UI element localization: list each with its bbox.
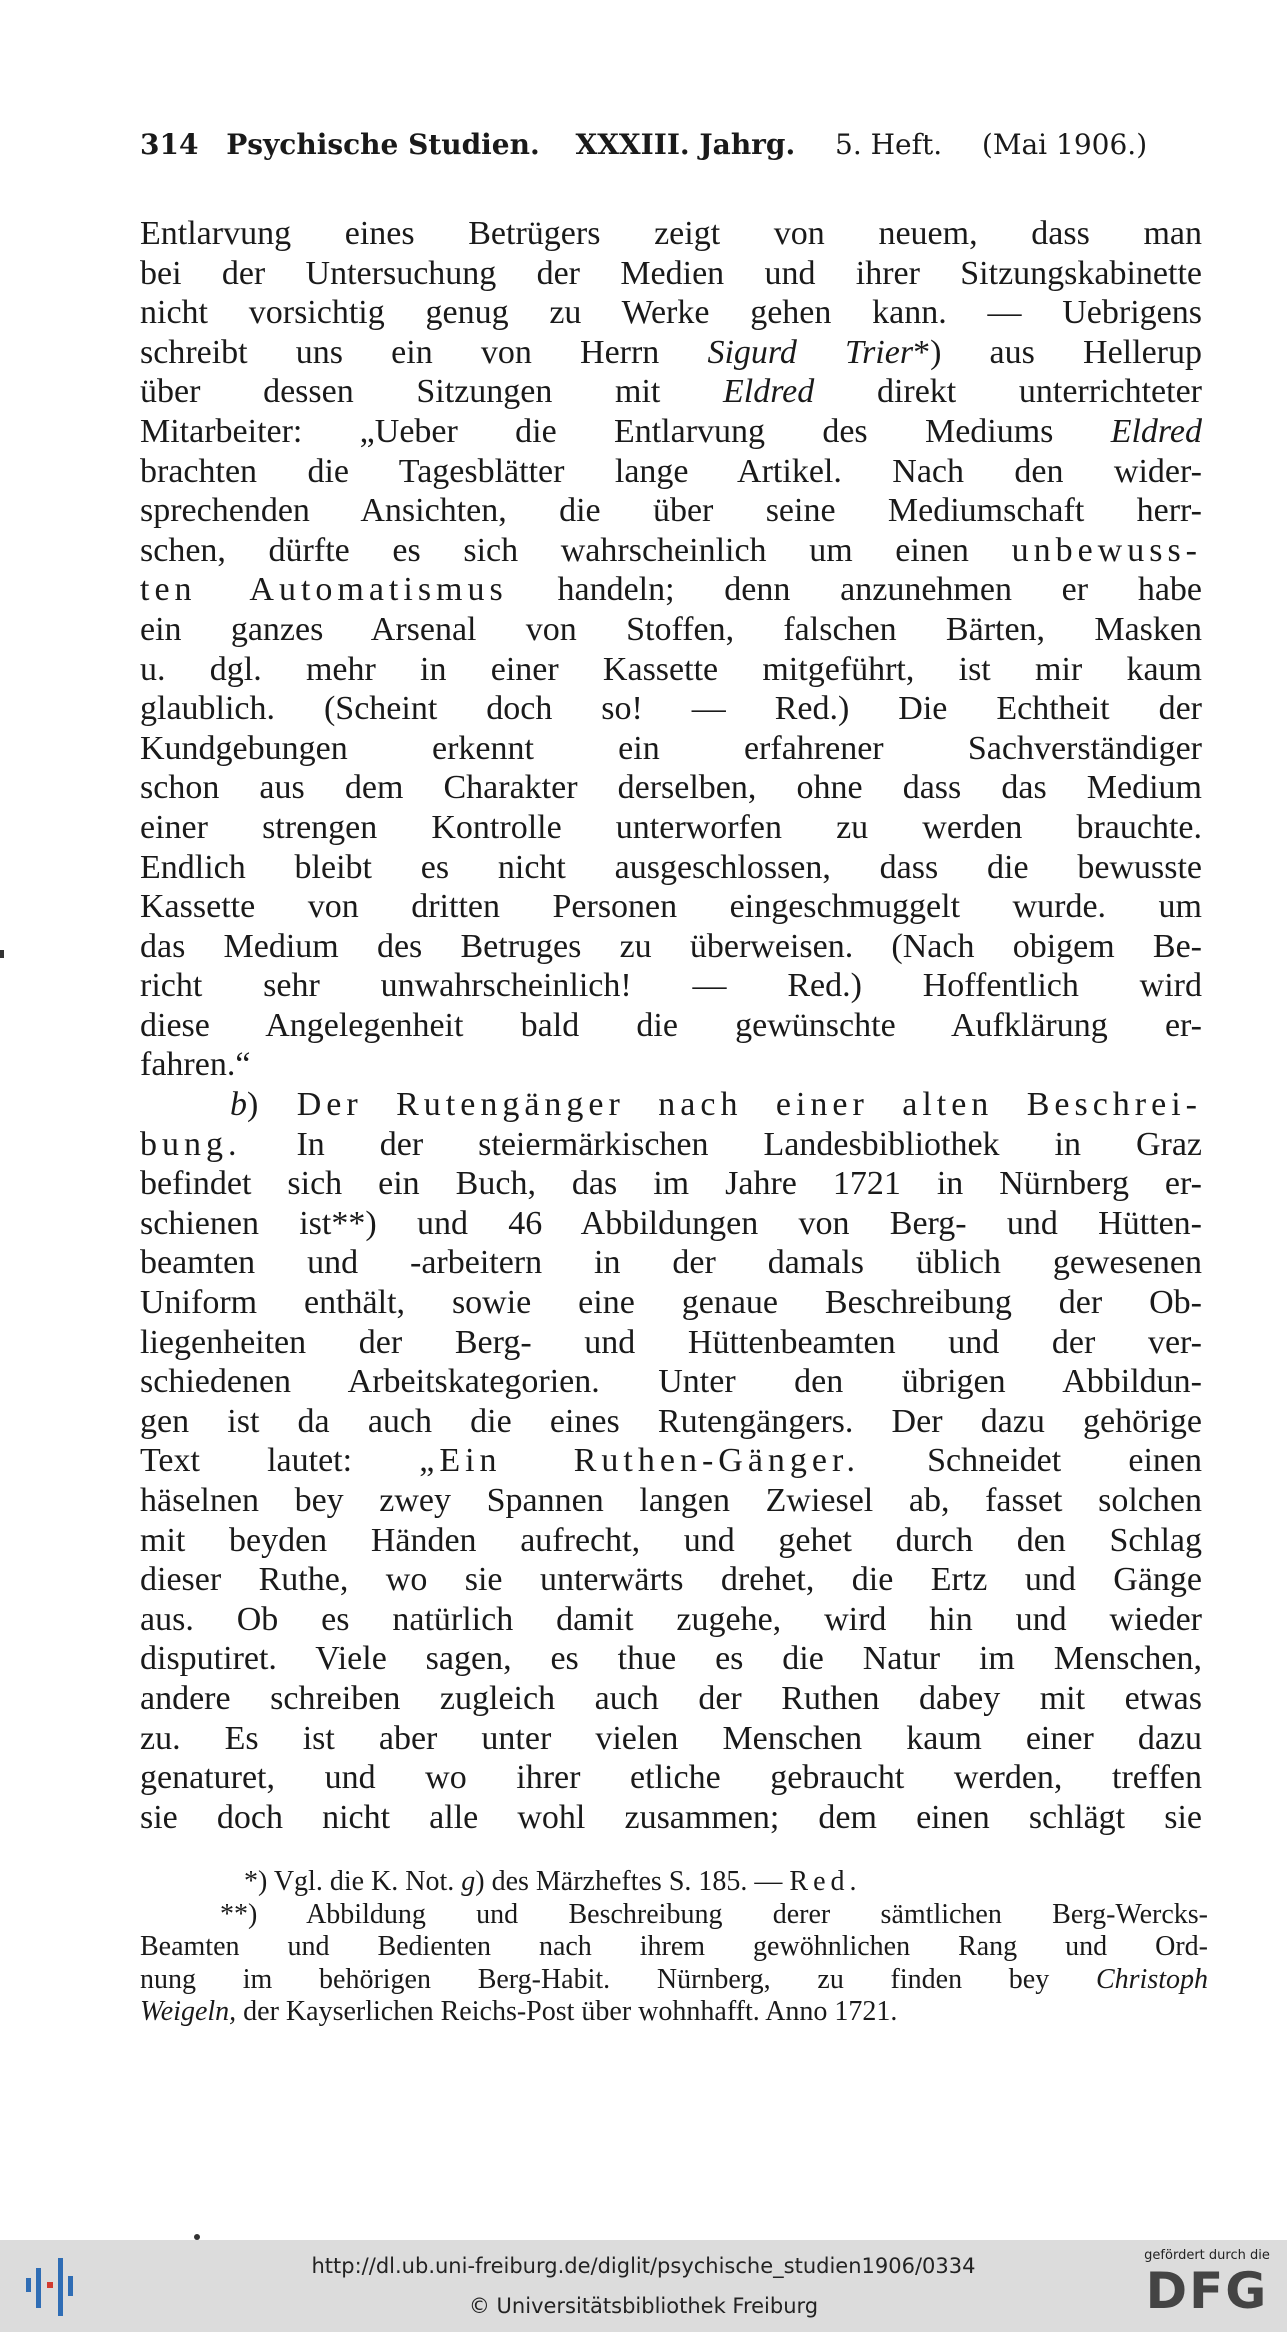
copyright-text: © Universitätsbibliothek Freiburg [468,2294,819,2318]
text-line: einer strengen Kontrolle unterworfen zu werden brauchte. [140,808,1202,846]
text-line: nicht vorsichtig genug zu Werke gehen kann. — Uebrigens [140,294,1202,332]
page-number: 314 [140,128,199,161]
text-line: diese Angelegenheit bald die gewünschte Aufklärung er- [140,1006,1202,1044]
running-header [140,128,1180,161]
text-line: richt sehr unwahrscheinlich! — Red.) Hoffentlich wird [140,967,1202,1005]
text-line: brachten die Tagesblätter lange Artikel. Nach den wider- [140,452,1202,490]
dfg-logo[interactable] [1137,2248,1277,2326]
text-line: befindet sich ein Buch, das im Jahre 1721 in Nürnberg er- [140,1165,1202,1203]
text-line: bung. In der steiermärkischen Landesbibliothek in Graz [140,1125,1202,1163]
name-weigeln: Weigeln, [140,1996,237,2027]
journal-title: Psychische Studien. [226,128,540,161]
name-eldred: Eldred [723,373,815,411]
issue-label: 5. Heft. [835,128,943,161]
name-christoph: Christoph [1095,1963,1208,1995]
footnotes [140,1866,1208,2029]
section-title: ) Der Rutengänger nach einer alten Beschrei- [247,1086,1202,1124]
text-line: Kassette von dritten Personen eingeschmuggelt wurde. um [140,888,1202,926]
main-text [140,214,1202,1837]
text-line: schreibt uns ein von Herrn Sigurd Trier*) aus Hellerup [140,333,1202,371]
text-line: dieser Ruthe, wo sie unterwärts drehet, die Ertz und Gänge [140,1561,1202,1599]
name-sigurd-trier: Sigurd Trier [707,333,914,371]
text-line: beamten und -arbeitern in der damals üblich gewesenen [140,1244,1202,1282]
quoted-title: „Ein Ruthen-Gänger. [419,1442,860,1480]
viewer-footer [0,2240,1287,2332]
text-line: ein ganzes Arsenal von Stoffen, falschen Bärten, Masken [140,610,1202,648]
text-line: schienen ist**) und 46 Abbildungen von Berg- und Hütten- [140,1204,1202,1242]
text-line: gen ist da auch die eines Rutengängers. Der dazu gehörige [140,1402,1202,1440]
text-line: Mitarbeiter: „Ueber die Entlarvung des Mediums Eldred [140,412,1202,450]
text-line: aus. Ob es natürlich damit zugehe, wird hin und wieder [140,1600,1202,1638]
text-line: Kundgebungen erkennt ein erfahrener Sachverständiger [140,729,1202,767]
page-url-link[interactable]: http://dl.ub.uni-freiburg.de/diglit/psychische_studien1906/0334 [311,2254,976,2278]
text-line: über dessen Sitzungen mit Eldred direkt unterrichteter [140,373,1202,411]
text-line: fahren.“ [140,1046,251,1084]
text-line: u. dgl. mehr in einer Kassette mitgeführt, ist mir kaum [140,650,1202,688]
footnote-2: **) Abbildung und Beschreibung derer sämtlichen Berg-Wercks- [220,1898,1208,1930]
text-line: disputiret. Viele sagen, es thue es die Natur im Menschen, [140,1640,1202,1678]
text-line: Entlarvung eines Betrügers zeigt von neuem, dass man [140,215,1202,252]
footnote-1: *) Vgl. die K. Not. g) des Märzheftes S. 185. — Red. [244,1866,862,1897]
section-letter: b [230,1086,247,1124]
dfg-funding-label: gefördert durch die [1144,2248,1270,2263]
text-line: andere schreiben zugleich auch der Ruthen dabey mit etwas [140,1679,1202,1717]
footnote-2-line: Beamten und Bedienten nach ihrem gewöhnlichen Rang und Ord- [140,1931,1208,1962]
text-line: Text lautet: „Ein Ruthen-Gänger. Schneidet einen [140,1442,1202,1480]
dfg-wordmark: DFG [1145,2262,1269,2320]
name-eldred: Eldred [1110,412,1202,450]
text-line: sie doch nicht alle wohl zusammen; dem einen schlägt sie [140,1798,1202,1836]
volume-label: XXXIII. Jahrg. [575,128,796,161]
text-line: schen, dürfte es sich wahrscheinlich um einen unbewuss- [140,531,1202,569]
text-line: sprechenden Ansichten, die über seine Mediumschaft herr- [140,492,1202,530]
text-line: mit beyden Händen aufrecht, und gehet durch den Schlag [140,1521,1202,1559]
section-title: bung. [140,1125,242,1163]
text-line: bei der Untersuchung der Medien und ihrer Sitzungskabinette [140,254,1202,292]
spaced-emphasis: unbewuss- [1011,531,1202,569]
text-line: liegenheiten der Berg- und Hüttenbeamten und der ver- [140,1323,1202,1361]
issue-date: (Mai 1906.) [981,128,1148,161]
text-line: Uniform enthält, sowie eine genaue Beschreibung der Ob- [140,1284,1202,1322]
scan-artifact [0,950,4,958]
text-line: ten Automatismus handeln; denn anzunehmen er habe [140,571,1202,609]
text-line: genaturet, und wo ihrer etliche gebraucht werden, treffen [140,1759,1202,1797]
spaced-emphasis: ten Automatismus [140,571,508,609]
text-line: schon aus dem Charakter derselben, ohne dass das Medium [140,769,1202,807]
text-line: häselnen bey zwey Spannen langen Zwiesel ab, fasset solchen [140,1482,1202,1519]
text-line: zu. Es ist aber unter vielen Menschen kaum einer dazu [140,1719,1202,1757]
footnote-2-line: Weigeln, der Kayserlichen Reichs-Post über wohnhafft. Anno 1721. [140,1996,898,2027]
section-heading-line [140,1085,1202,1125]
text-line: das Medium des Betruges zu überweisen. (Nach obigem Be- [140,927,1202,965]
text-line: schiedenen Arbeitskategorien. Unter den übrigen Abbildun- [140,1363,1202,1401]
text-line: Endlich bleibt es nicht ausgeschlossen, dass die bewusste [140,848,1202,886]
text-line: glaublich. (Scheint doch so! — Red.) Die Echtheit der [140,690,1202,728]
footnote-2-line: nung im behörigen Berg-Habit. Nürnberg, zu finden bey Christoph [140,1963,1208,1995]
